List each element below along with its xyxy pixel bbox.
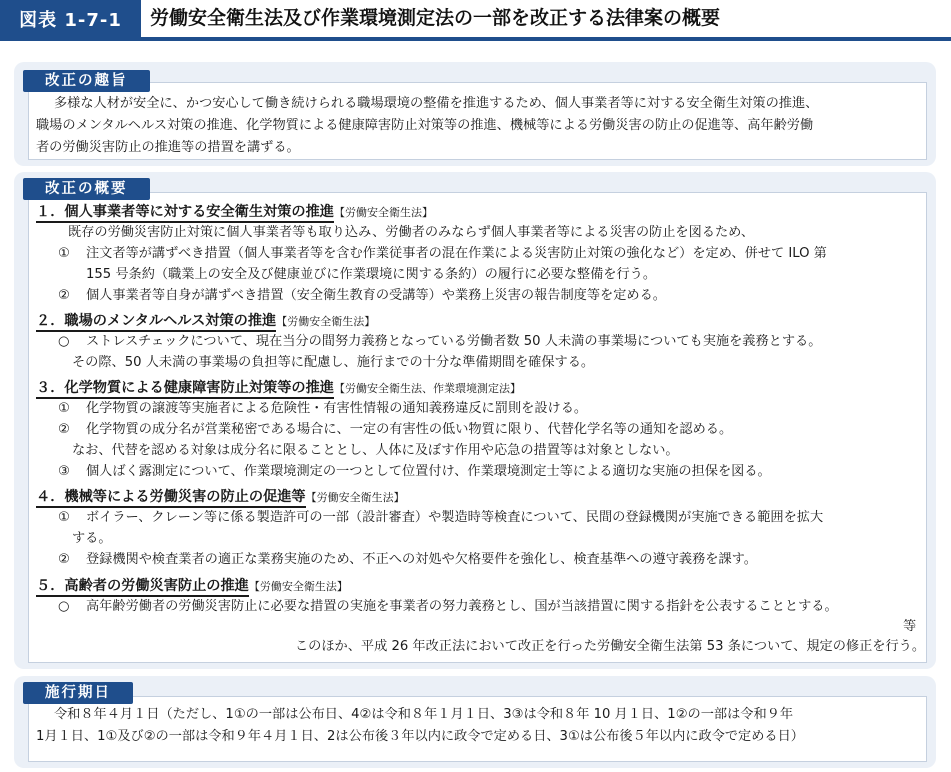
item-text: ストレスチェックについて、現在当分の間努力義務となっている労働者数 50 人未満の事業場についても実施を義務とする。 bbox=[86, 334, 822, 349]
item-mark: ○ bbox=[58, 599, 70, 614]
item-mark: ○ bbox=[58, 334, 70, 349]
purpose-line: 者の労働災害防止の推進等の措置を講ずる。 bbox=[36, 140, 300, 155]
item-text: その際、50 人未満の事業場の負担等に配慮し、施行までの十分な準備期間を確保する。 bbox=[72, 355, 595, 370]
purpose-line: 職場のメンタルヘルス対策の推進、化学物質による健康障害防止対策等の推進、機械等による労働災害の防止の促進等、高年齢労働 bbox=[36, 118, 814, 133]
item-text: する。 bbox=[72, 531, 112, 546]
effective-tab: 施行期日 bbox=[23, 682, 133, 704]
item-text: 化学物質の譲渡等実施者による危険性・有害性情報の通知義務違反に罰則を設ける。 bbox=[86, 401, 588, 416]
figure-title: 労働安全衛生法及び作業環境測定法の一部を改正する法律案の概要 bbox=[150, 7, 721, 29]
item-text: 注文者等が講ずべき措置（個人事業者等を含む作業従事者の混在作業による災害防止対策の強化など）を定め、併せて ILO 第 bbox=[86, 246, 827, 261]
overview-item-heading: １．個人事業者等に対する安全衛生対策の推進【労働安全衛生法】 bbox=[36, 201, 433, 224]
item-text: 登録機関や検査業者の適正な業務実施のため、不正への対処や欠格要件を強化し、検査基準への遵守義務を課す。 bbox=[86, 552, 757, 567]
item-text: 個人事業者等自身が講ずべき措置（安全衛生教育の受講等）や業務上災害の報告制度等を定める。 bbox=[86, 288, 666, 303]
item-text: ボイラー、クレーン等に係る製造許可の一部（設計審査）や製造時等検査について、民間の登録機関が実施できる範囲を拡大 bbox=[86, 510, 824, 525]
item-mark: ② bbox=[58, 288, 70, 303]
item-text: 個人ばく露測定について、作業環境測定の一つとして位置付け、作業環境測定士等による適切な実施の担保を図る。 bbox=[86, 464, 771, 479]
item-mark: ① bbox=[58, 510, 70, 525]
item-mark: ① bbox=[58, 246, 70, 261]
item-mark: ③ bbox=[58, 464, 70, 479]
overview-tab: 改正の概要 bbox=[23, 178, 150, 200]
item-text: 化学物質の成分名が営業秘密である場合に、一定の有害性の低い物質に限り、代替化学名等の通知を認める。 bbox=[86, 422, 733, 437]
item-mark: ② bbox=[58, 552, 70, 567]
item-text: 155 号条約（職業上の安全及び健康並びに作業環境に関する条約）の履行に必要な整備を行う。 bbox=[86, 267, 657, 282]
overview-item-heading: ５．高齢者の労働災害防止の推進【労働安全衛生法】 bbox=[36, 575, 348, 598]
figure-label: 図表 1-7-1 bbox=[0, 0, 141, 37]
item-mark: ② bbox=[58, 422, 70, 437]
item-text: なお、代替を認める対象は成分名に限ることとし、人体に及ぼす作用や応急の措置等は対象としない。 bbox=[72, 443, 679, 458]
figure-header bbox=[0, 0, 951, 41]
item-text: 高年齢労働者の労働災害防止に必要な措置の実施を事業者の努力義務とし、国が当該措置に関する指針を公表することとする。 bbox=[86, 599, 838, 614]
effective-line: 1月１日、1①及び②の一部は令和９年４月１日、2は公布後３年以内に政令で定める日、3①は公布後５年以内に政令で定める日） bbox=[36, 729, 804, 744]
etc-mark: 等 bbox=[903, 619, 917, 634]
overview-item-heading: ３．化学物質による健康障害防止対策等の推進【労働安全衛生法、作業環境測定法】 bbox=[36, 377, 521, 400]
purpose-tab: 改正の趣旨 bbox=[23, 70, 150, 92]
overview-footnote: このほか、平成 26 年改正法において改正を行った労働安全衛生法第 53 条について、規定の修正を行う。 bbox=[294, 639, 925, 654]
item-intro: 既存の労働災害防止対策に個人事業者等も取り込み、労働者のみならず個人事業者等による災害の防止を図るため、 bbox=[68, 225, 755, 240]
overview-item-heading: ４．機械等による労働災害の防止の促進等【労働安全衛生法】 bbox=[36, 486, 405, 509]
purpose-line: 多様な人材が安全に、かつ安心して働き続けられる職場環境の整備を推進するため、個人事業者等に対する安全衛生対策の推進、 bbox=[54, 96, 819, 111]
overview-item-heading: ２．職場のメンタルヘルス対策の推進【労働安全衛生法】 bbox=[36, 310, 375, 333]
item-mark: ① bbox=[58, 401, 70, 416]
effective-line: 令和８年４月１日（ただし、1①の一部は公布日、4②は令和８年１月１日、3③は令和８年 10 月１日、1②の一部は令和９年 bbox=[54, 707, 794, 722]
